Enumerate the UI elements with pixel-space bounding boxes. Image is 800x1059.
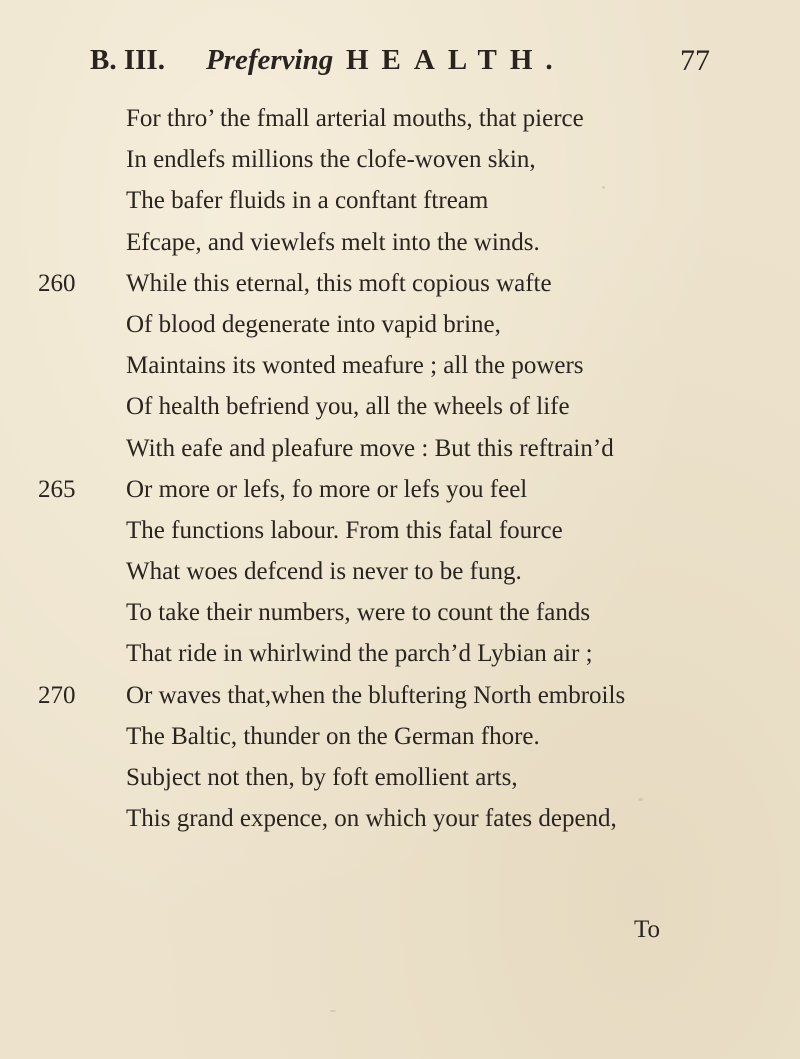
line-text: The bafer fluids in a conftant ftream — [126, 187, 489, 215]
verse-line — [0, 428, 800, 469]
line-text: For thro’ the fmall arterial mouths, that pierce — [126, 105, 584, 132]
paper-speck — [602, 186, 605, 189]
line-number: 270 — [38, 681, 76, 709]
verse-line — [0, 633, 800, 674]
line-text: The Baltic, thunder on the German fhore. — [126, 722, 540, 750]
verse-line — [0, 180, 800, 221]
verse-line — [0, 551, 800, 592]
line-text: Maintains its wonted meafure ; all the powers — [126, 352, 584, 380]
verse-line — [0, 222, 800, 263]
verse-line — [0, 345, 800, 386]
running-title-italic: Preferving — [206, 44, 334, 76]
running-head — [90, 44, 710, 84]
paper-speck — [262, 196, 266, 199]
catchword: To — [634, 916, 661, 943]
verse-line — [0, 510, 800, 551]
verse-line — [0, 263, 800, 304]
line-text: To take their numbers, were to count the fands — [126, 599, 591, 627]
line-number: 260 — [38, 269, 76, 297]
line-text: While this eternal, this moft copious wafte — [126, 269, 552, 297]
verse-line — [0, 716, 800, 757]
line-text: Efcape, and viewlefs melt into the winds. — [126, 228, 540, 256]
paper-speck — [330, 1010, 336, 1012]
verse-line — [0, 98, 800, 139]
line-text: The functions labour. From this fatal fource — [126, 516, 563, 544]
verse-line — [0, 757, 800, 798]
verse-line — [0, 139, 800, 180]
verse-line — [0, 798, 800, 839]
verse-line — [0, 675, 800, 716]
line-text: In endlefs millions the clofe-woven skin, — [126, 146, 536, 174]
verse-line — [0, 386, 800, 427]
paper-speck — [638, 798, 643, 801]
verse-line — [0, 592, 800, 633]
line-text: That ride in whirlwind the parch’d Lybian air ; — [126, 640, 593, 668]
line-text: Of blood degenerate into vapid brine, — [126, 310, 501, 338]
page-number: 77 — [680, 44, 710, 77]
verse-line — [0, 469, 800, 510]
line-text: Subject not then, by foft emollient arts, — [126, 764, 518, 791]
line-text: This grand expence, on which your fates depend, — [126, 805, 617, 833]
book-section: B. III. — [90, 44, 165, 76]
line-text: With eafe and pleafure move : But this reftrain’d — [126, 434, 614, 462]
line-text: Or waves that,when the bluftering North embroils — [126, 681, 626, 709]
line-number: 265 — [38, 475, 76, 503]
running-title-caps: HEALTH. — [346, 44, 566, 76]
line-text: What woes defcend is never to be fung. — [126, 558, 522, 586]
verse-line — [0, 304, 800, 345]
verse-block — [0, 98, 800, 839]
line-text: Of health befriend you, all the wheels of life — [126, 393, 570, 421]
line-text: Or more or lefs, fo more or lefs you feel — [126, 475, 528, 503]
